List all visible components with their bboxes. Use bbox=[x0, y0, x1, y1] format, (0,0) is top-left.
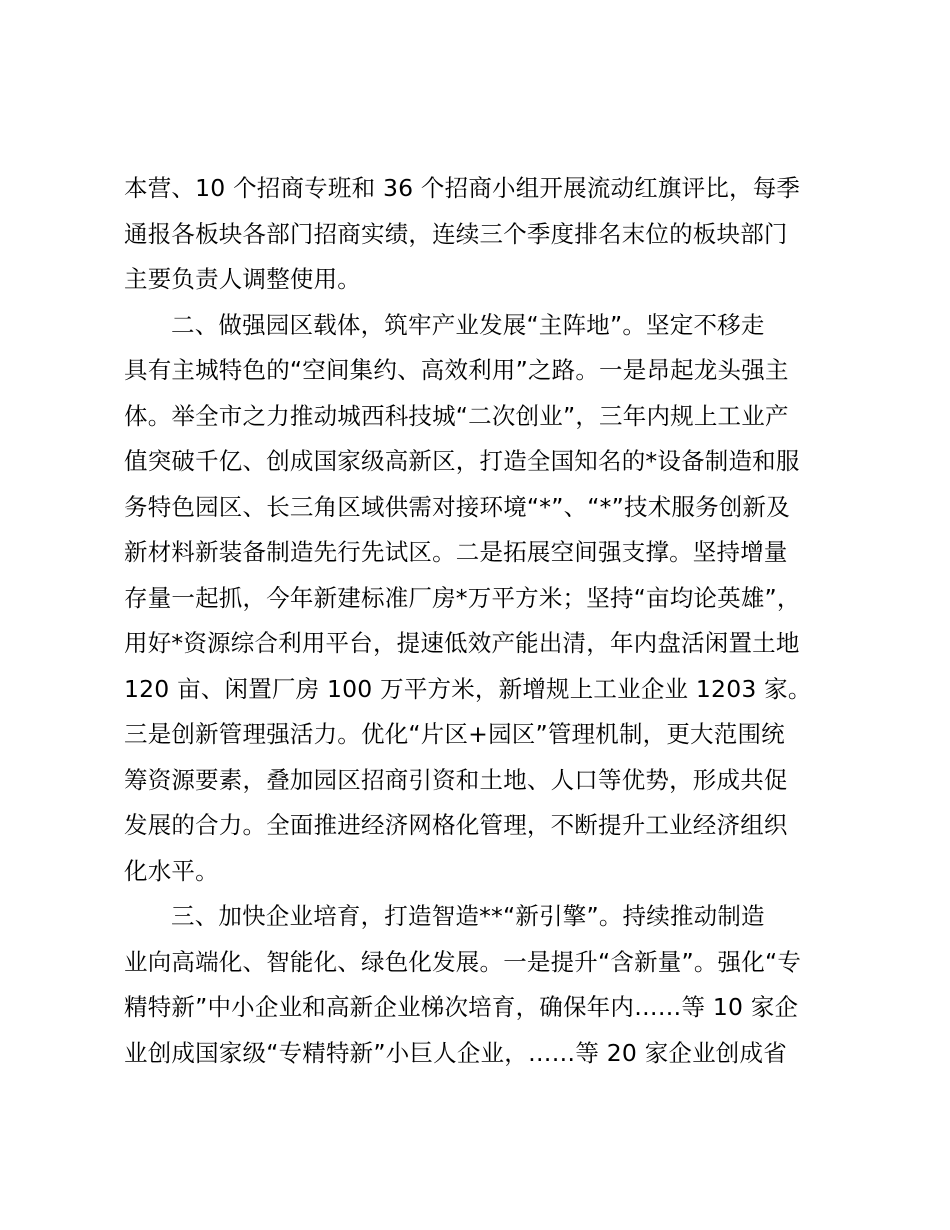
body-line: 业向高端化、智能化、绿色化发展。一是提升“含新量”。强化“专 bbox=[124, 947, 802, 976]
body-line: 务特色园区、长三角区域供需对接环境“*”、“*”技术服务创新及 bbox=[124, 492, 790, 521]
body-line: 通报各板块各部门招商实绩，连续三个季度排名末位的板块部门 bbox=[124, 219, 788, 248]
body-line: 体。举全市之力推动城西科技城“二次创业”，三年内规上工业产 bbox=[124, 401, 789, 430]
document-body bbox=[124, 166, 836, 1076]
body-line: 业创成国家级“专精特新”小巨人企业，……等 20 家企业创成省 bbox=[124, 1038, 787, 1067]
body-line: 三是创新管理强活力。优化“片区+园区”管理机制，更大范围统 bbox=[124, 720, 785, 748]
body-line: 主要负责人调整使用。 bbox=[124, 265, 361, 293]
body-line: 新材料新装备制造先行先试区。二是拓展空间强支撑。坚持增量 bbox=[124, 538, 788, 566]
section-heading-line: 二、做强园区载体，筑牢产业发展“主阵地”。坚定不移走 bbox=[171, 310, 765, 339]
body-line: 值突破千亿、创成国家级高新区，打造全国知名的*设备制造和服 bbox=[124, 447, 800, 475]
body-line: 具有主城特色的“空间集约、高效利用”之路。一是昂起龙头强主 bbox=[124, 356, 789, 384]
body-line: 发展的合力。全面推进经济网格化管理，不断提升工业经济组织 bbox=[124, 811, 788, 839]
body-line: 筹资源要素，叠加园区招商引资和土地、人口等优势，形成共促 bbox=[124, 765, 788, 794]
body-line: 本营、10 个招商专班和 36 个招商小组开展流动红旗评比，每季 bbox=[124, 174, 801, 202]
section-heading-line: 三、加快企业培育，打造智造**“新引擎”。持续推动制造 bbox=[171, 902, 765, 930]
body-line: 120 亩、闲置厂房 100 万平方米，新增规上工业企业 1203 家。 bbox=[124, 674, 812, 703]
body-line: 存量一起抓，今年新建标准厂房*万平方米；坚持“亩均论英雄”， bbox=[124, 583, 801, 612]
body-line: 精特新”中小企业和高新企业梯次培育，确保年内……等 10 家企 bbox=[124, 993, 799, 1021]
body-line: 用好*资源综合利用平台，提速低效产能出清，年内盘活闲置土地 bbox=[124, 629, 800, 657]
body-line: 化水平。 bbox=[124, 856, 219, 885]
